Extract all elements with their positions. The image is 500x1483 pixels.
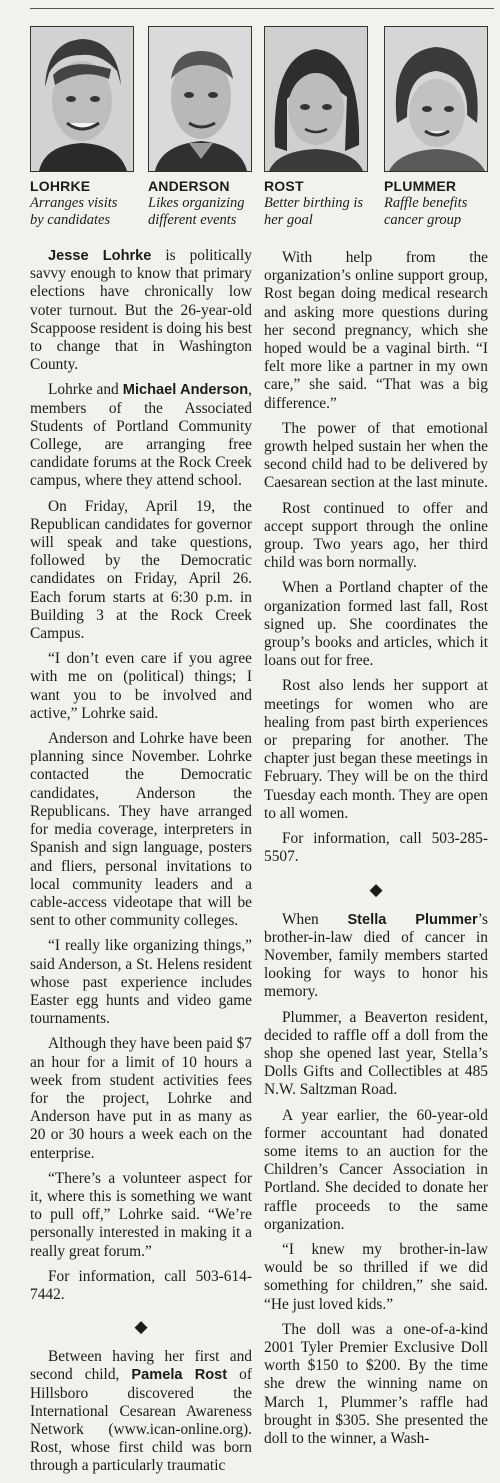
diamond-separator-icon: ◆: [134, 1317, 148, 1337]
paragraph: The power of that emotional growth helped sustain her when the second child had to be delivered by Caesarean section at the last minute.: [264, 419, 488, 492]
profile-plummer: [384, 26, 488, 229]
paragraph: A year earlier, the 60-year-old former accountant had donated some items to an auction for the Children’s Cancer Association in Portland. She decided to donate her raffle proceeds to the same organization.: [264, 1106, 488, 1233]
paragraph: Rost also lends her support at meetings for women who are healing from past birth experiences or preparing for another. The chapter just began these meetings in February. They will be on the third Tuesday each month. They are open to all women.: [264, 677, 488, 822]
top-rule: [30, 8, 494, 9]
paragraph-text: ’s brother-in-law died of cancer in November, family members started looking for ways to honor his memory.: [264, 910, 488, 1001]
paragraph: With help from the organization’s online support group, Rost began doing medical research and asking more questions during her second pregnancy, which she hoped would be a vaginal birth. “I felt more like a partner in my own care,” she said. “That was a big difference.”: [264, 249, 488, 412]
paragraph-text: is politically savvy enough to know that primary elections have chronically low voter turnout. But the 26-year-old Scappoose resident is doing his best to change that in Washington County.: [30, 247, 252, 374]
paragraph: For information, call 503-614-7442.: [30, 1267, 252, 1303]
portraits-right: [264, 26, 488, 229]
left-column: [30, 26, 252, 1483]
portrait-photo-icon: [31, 27, 133, 171]
profile-lohrke: [30, 26, 134, 229]
paragraph: [264, 911, 488, 1002]
paragraph: “I really like organizing things,” said Anderson, a St. Helens resident whose past experience includes Easter egg hunts and video game tournaments.: [30, 937, 252, 1028]
lohrke-name: LOHRKE: [30, 178, 91, 194]
lohrke-photo: [30, 26, 134, 172]
anderson-caption: Likes organizing different events: [148, 195, 245, 228]
person-name-rost: Pamela Rost: [131, 1367, 228, 1384]
rost-name: ROST: [264, 178, 304, 194]
paragraph-text: Lohrke and: [48, 381, 123, 399]
paragraph-text: of Hillsboro discovered the International Cesarean Awareness Network (www.ican-online.org). Rost, whose first child was born through a particularly traumatic: [30, 1366, 252, 1475]
paragraph: Plummer, a Beaverton resident, decided to raffle off a doll from the shop she opened last year, Stella’s Dolls Gifts and Collectibles at 485 N.W. Saltzman Road.: [264, 1008, 488, 1099]
profile-anderson: [148, 26, 252, 229]
paragraph: [30, 381, 252, 490]
person-name-lohrke: Jesse Lohrke: [48, 248, 152, 264]
anderson-name: ANDERSON: [148, 178, 230, 194]
rost-caption: Better birthing is her goal: [264, 195, 364, 228]
paragraph: “I don’t even care if you agree with me on (political) things; I want you to be involved and active,” Lohrke said.: [30, 650, 252, 722]
plummer-name: PLUMMER: [384, 178, 457, 194]
paragraph: [30, 1348, 252, 1475]
paragraph: When a Portland chapter of the organization formed last fall, Rost signed up. She coordinates the group’s books and articles, which it loans out for free.: [264, 579, 488, 670]
plummer-photo: [384, 26, 488, 172]
paragraph: Although they have been paid $7 an hour for a limit of 10 hours a week from student activities fees for the project, Lohrke and Anderson have put in as many as 20 or 30 hours a week each on the enterprise.: [30, 1035, 252, 1162]
paragraph: The doll was a one-of-a-kind 2001 Tyler Premier Exclusive Doll worth $150 to $200. By the time she drew the winning name on March 1, Plummer’s raffle had brought in $305. She presented the doll to the winner, a Wash-: [264, 1320, 488, 1447]
right-article-text: [264, 249, 488, 1448]
paragraph: Anderson and Lohrke have been planning since November. Lohrke contacted the Democratic candidates, Anderson the Republicans. They have arranged for media coverage, interpreters in Spanish and sign language, posters and fliers, personal invitations to local community leaders and a cable-access videotape that will be sent to other community colleges.: [30, 730, 252, 930]
portrait-photo-icon: [149, 27, 251, 171]
portrait-photo-icon: [265, 27, 367, 171]
portrait-photo-icon: [385, 27, 487, 171]
paragraph: “I knew my brother-in-law would be so thrilled if we did something for children,” she said. “He just loved kids.”: [264, 1240, 488, 1313]
paragraph-text: When: [282, 910, 348, 928]
portraits-left: [30, 26, 252, 229]
profile-rost: [264, 26, 368, 229]
person-name-plummer: Stella Plummer: [347, 911, 478, 928]
paragraph-text: Between having her first and second child,: [30, 1348, 252, 1384]
paragraph: For information, call 503-285-5507.: [264, 830, 488, 866]
plummer-caption: Raffle benefits cancer group: [384, 195, 468, 228]
paragraph-text: , members of the Associated Students of Portland Community College, are arranging free candidate forums at the Rock Creek campus, where they attend school.: [30, 381, 252, 490]
lohrke-caption: Arranges visits by candidates: [30, 195, 118, 228]
diamond-separator-icon: ◆: [369, 879, 383, 899]
person-name-anderson: Michael Anderson: [122, 382, 249, 399]
rost-photo: [264, 26, 368, 172]
paragraph: [30, 247, 252, 374]
paragraph: “There’s a volunteer aspect for it, where this is something we want to pull off,” Lohrke said. “We’re personally interested in making it a really great forum.”: [30, 1169, 252, 1260]
left-article-text: [30, 247, 252, 1476]
anderson-photo: [148, 26, 252, 172]
right-column: [264, 26, 488, 1455]
paragraph: Rost continued to offer and accept support through the online group. Two years ago, her third child was born normally.: [264, 499, 488, 572]
paragraph: On Friday, April 19, the Republican candidates for governor will speak and take questions, followed by the Democratic candidates on Friday, April 26. Each forum starts at 6:30 p.m. in Building 3 at the Rock Creek Campus.: [30, 497, 252, 643]
